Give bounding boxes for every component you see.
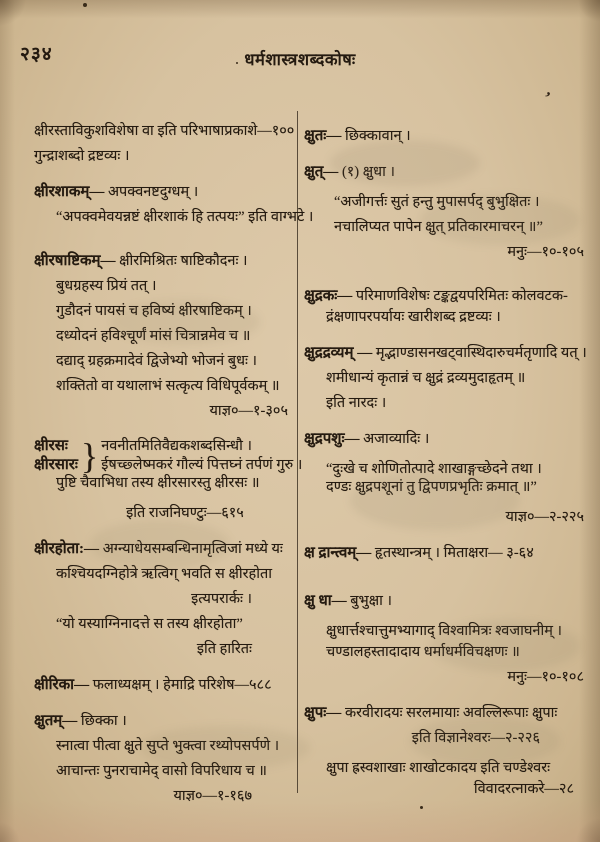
entry-text-line: इति राजनिघण्टुः—६१५	[126, 505, 244, 521]
entry-text-line: क्षीरस्ताविकुशविशेषा वा इति परिभाषाप्रकाशे—१००	[34, 123, 295, 139]
ink-speck	[236, 62, 238, 64]
headword: क्षीरिका—	[34, 677, 90, 693]
entry-headword-line: क्षीरहोता:— अग्न्याधेयसम्बन्धिनामृत्विजां मध्ये यः	[34, 541, 283, 557]
entry-text-line: मनुः—१०-१०५	[507, 244, 584, 260]
entry-text-line: क्षुपा ह्रस्वशाखाः शाखोटकादय इति चण्डेश्वरः	[326, 760, 551, 776]
headword: क्षुत्—	[304, 164, 339, 180]
headword: क्षुद्रद्रव्यम् —	[304, 345, 373, 361]
entry-headword-line: क्षु धा— बुभुक्षा ।	[304, 593, 392, 609]
entry-text-line: याज्ञ०—१-१६७	[173, 788, 252, 804]
ink-speck	[420, 806, 423, 809]
entry-text-line: दध्योदनं हविश्चूर्णं मांसं चित्रान्नमेव च ॥	[56, 328, 251, 344]
entry-text-line: स्नात्वा पीत्वा क्षुते सुप्ते भुक्त्वा रथ्योपसर्पणे ।	[56, 738, 280, 754]
entry-text-line: इति विज्ञानेश्वरः—२-२२६	[411, 730, 540, 746]
entry-text-line: दद्याद् ग्रहक्रमादेवं द्विजेभ्यो भोजनं बुधः ।	[56, 353, 258, 369]
ink-mark: ,	[544, 80, 557, 100]
entry-text-line: दण्डः क्षुद्रपशूनां तु द्विपणप्रभृतिः क्रमात् ॥”	[326, 479, 537, 495]
entry-headword-line: क्षुतः— छिक्कावान् ।	[304, 128, 411, 144]
ink-speck	[83, 3, 87, 7]
page-number: २३४	[20, 44, 53, 65]
headword: क्षु धा—	[304, 593, 347, 609]
entry-text-line: मनुः—१०-१०८	[507, 669, 584, 685]
headword: क्षुद्रपशुः—	[304, 431, 360, 447]
entry-text-line: शमीधान्यं कृतान्नं च क्षुद्रं द्रव्यमुदाहृतम् ॥	[326, 370, 526, 386]
entry-text-line: आचान्तः पुनराचामेद् वासो विपरिधाय च ॥	[56, 763, 267, 779]
entry-text-line: “अपक्वमेवयन्नष्टं क्षीरशाकं हि तत्पयः” इति वाग्भटे ।	[56, 209, 314, 225]
entry-text: नवनीतमितिवैद्यकशब्दसिन्धौ । ईषच्छ्लेष्मकरं गौल्यं पित्तघ्नं तर्पणं गुरु ।	[101, 438, 303, 473]
entry-text-line: कश्चियदग्निहोत्रे ऋत्विग् भवति स क्षीरहोता	[56, 566, 273, 582]
brace-glyph: }	[80, 436, 99, 476]
entry-text-line: शक्तितो वा यथालाभं सत्कृत्य विधिपूर्वकम् ॥	[56, 378, 280, 394]
entry-text-line: याज्ञ०—१-३०५	[209, 403, 288, 419]
entry-text-line: नचालिप्यत पापेन क्षुत् प्रतिकारमाचरन् ॥”	[334, 219, 543, 235]
right-column	[304, 116, 592, 799]
page-title: धर्मशास्त्रशब्दकोषः	[244, 50, 356, 69]
entry-text-line: गुडौदनं पायसं च हविष्यं क्षीरषाष्टिकम् ।	[56, 303, 252, 319]
entry-text-line: इत्यपरार्कः ।	[191, 591, 252, 607]
left-column	[34, 116, 314, 806]
entry-text-line: गुन्द्राशब्दो द्रष्टव्यः ।	[34, 148, 130, 164]
entry-text-line: “दुःखे च शोणितोत्पादे शाखाङ्गच्छेदने तथा ।	[326, 461, 542, 477]
entry-text-line: इति हारितः	[196, 641, 252, 657]
entry-headword-line: क्षुत्— (१) क्षुधा ।	[304, 164, 395, 180]
entry-text-line: इति नारदः ।	[326, 395, 387, 411]
headword: क्षीरशाकम्—	[34, 184, 105, 200]
entry-text-line: क्षुधार्त्तश्चात्तुमभ्यागाद् विश्वामित्रः श्वजाघनीम् ।	[326, 623, 563, 639]
headword: क्षीरसः क्षीरसारः	[34, 438, 78, 473]
entry-headword-line: क्षुद्रकः— परिमाणविशेषः टङ्कद्वयपरिमितः कोलवटक-	[304, 288, 568, 304]
headword: क्षुपः—	[304, 705, 342, 721]
entry-headword-line: क्षुतम्— छिक्का ।	[34, 713, 127, 729]
entry-text-line: चण्डालहस्तादादाय धर्माधर्मविचक्षणः ॥	[326, 644, 520, 660]
headword: क्षीरहोता:—	[34, 541, 100, 557]
entry-headword-line: क्षीरषाष्टिकम्— क्षीरमिश्रितः षाष्टिकौदनः ।	[34, 253, 248, 269]
entry-text-line: विवादरत्नाकरे—२८	[473, 781, 574, 797]
entry-headword-line: क्षुद्रद्रव्यम् — मृद्भाण्डासनखट्वास्थिदारुचर्मतृणादि यत् ।	[304, 345, 587, 361]
headword: क्षुतः—	[304, 128, 342, 144]
entry-text-line: पुष्टि चैवाभिधा तस्य क्षीरसारस्तु क्षीरसः ॥	[56, 475, 260, 491]
entry-headword-line: क्षुपः— करवीरादयः सरलमायाः अवल्लिरूपाः क्षुपाः	[304, 705, 558, 721]
entry-text-line: बुधग्रहस्य प्रियं तत् ।	[56, 278, 157, 294]
headword: क्षुद्रकः—	[304, 288, 353, 304]
entry-text-line: द्रंक्षणापरपर्यायः खारीशब्द द्रष्टव्यः ।	[326, 309, 501, 325]
entry-headword-line: क्ष द्रान्त्वम्— हृतस्थान्त्रम् । मिताक्षरा— ३-६४	[304, 545, 534, 561]
headword: क्षीरषाष्टिकम्—	[34, 253, 116, 269]
entry-text-line: “अजीगर्त्तः सुतं हन्तु मुपासर्पद् बुभुक्षितः ।	[334, 194, 540, 210]
entry-text-line: याज्ञ०—२-२२५	[505, 509, 584, 525]
headword: क्ष द्रान्त्वम्—	[304, 545, 372, 561]
entry-text-line: “यो यस्याग्निनादत्ते स तस्य क्षीरहोता”	[56, 616, 243, 632]
entry-headword-line: क्षीरशाकम्— अपक्वनष्टदुग्धम् ।	[34, 184, 199, 200]
entry-headword-line: क्षुद्रपशुः— अजाव्यादिः ।	[304, 431, 430, 447]
headword: क्षुतम्—	[34, 713, 78, 729]
brace-entry	[34, 436, 303, 476]
entry-headword-line: क्षीरिका— फलाध्यक्षम् । हेमाद्रि परिशेष—५८८	[34, 677, 272, 693]
